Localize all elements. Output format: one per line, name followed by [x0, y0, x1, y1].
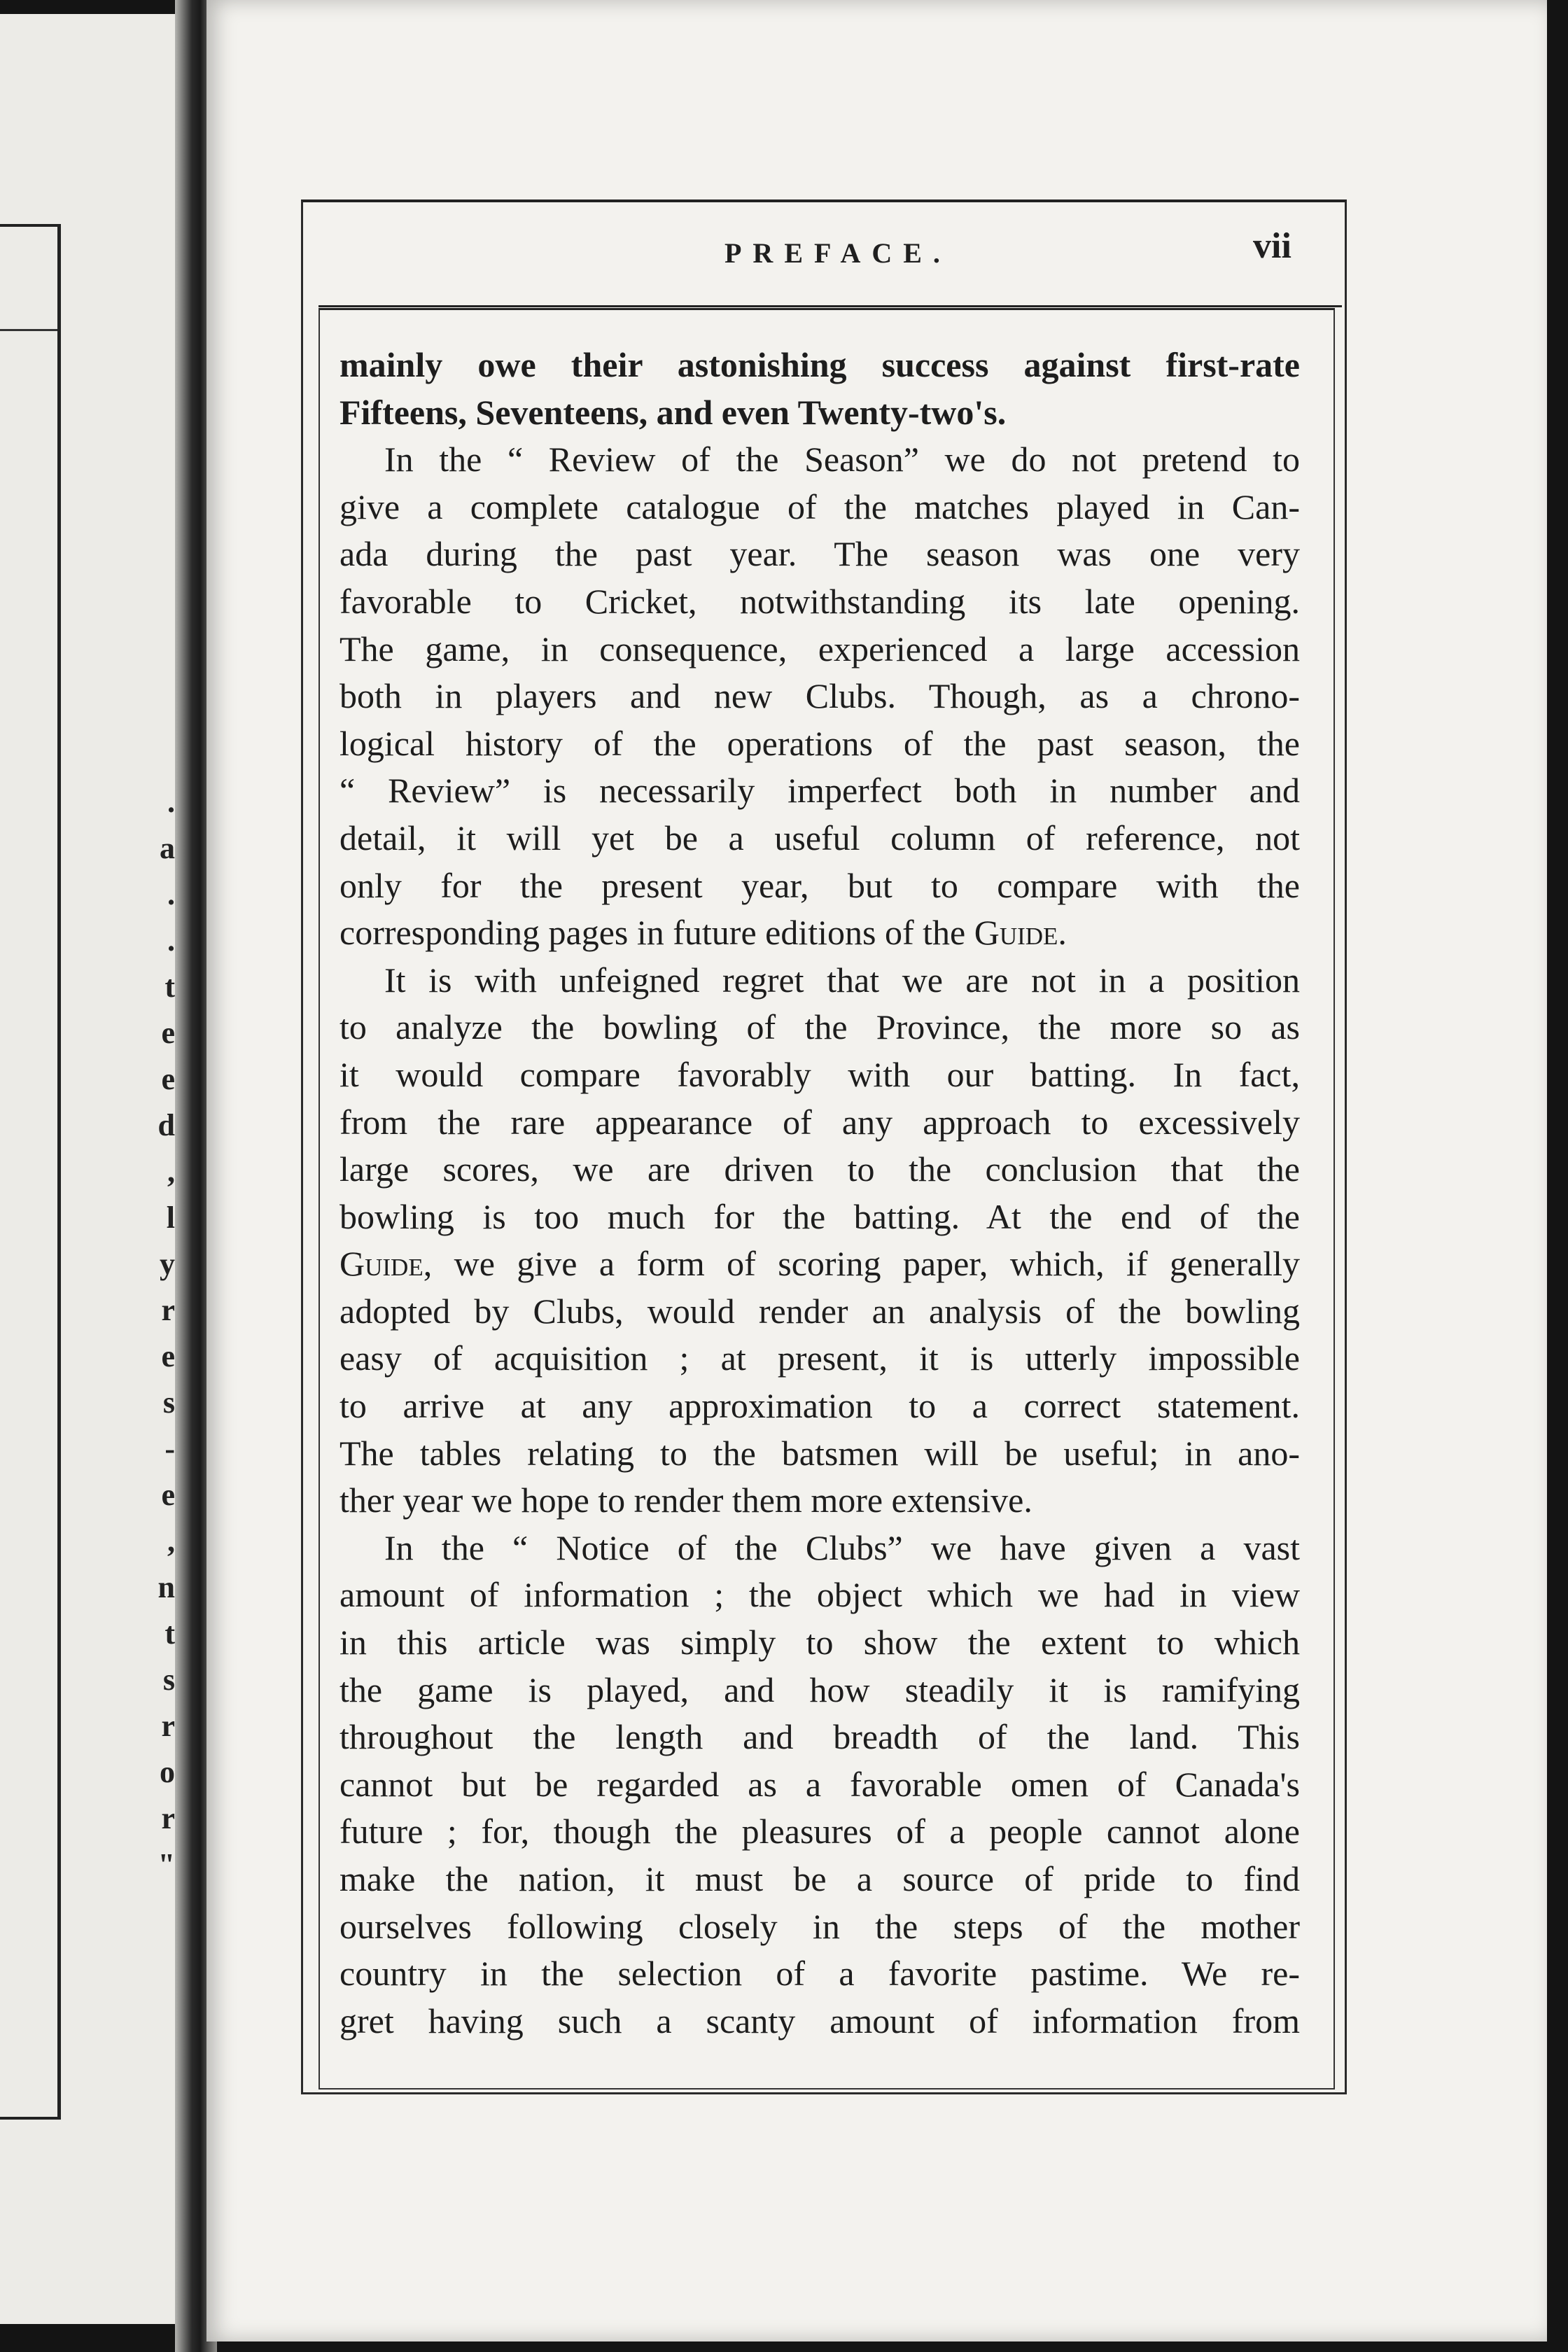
- left-page-glyph: e: [161, 1478, 175, 1512]
- text-line: It is with unfeigned regret that we are not in a position: [384, 960, 1300, 1000]
- left-page-glyph: s: [162, 1385, 175, 1420]
- text-line: country in the selection of a favorite pastime. We re-: [340, 1954, 1300, 1994]
- left-page-glyph: ,: [167, 1524, 175, 1558]
- text-line: The tables relating to the batsmen will be useful; in ano-: [340, 1433, 1300, 1473]
- paragraph: [340, 957, 1300, 1525]
- left-page-glyph: e: [161, 1339, 175, 1373]
- text-line: future ; for, though the pleasures of a people cannot alone: [340, 1812, 1300, 1851]
- left-page-glyph: s: [162, 1662, 175, 1697]
- left-page-glyph: ": [158, 1847, 175, 1882]
- text-line: give a complete catalogue of the matches played in Can-: [340, 486, 1300, 526]
- text-line: in this article was simply to show the extent to which: [340, 1623, 1300, 1662]
- left-page-glyph: r: [161, 1801, 175, 1835]
- text-line: large scores, we are driven to the conclusion that the: [340, 1149, 1300, 1189]
- paragraph: [340, 436, 1300, 957]
- left-page-glyph: y: [160, 1247, 175, 1281]
- text-line: adopted by Clubs, would render an analysis of the bowling: [340, 1291, 1300, 1331]
- text-line: In the “ Notice of the Clubs” we have given a vast: [384, 1527, 1300, 1567]
- text-line: Fifteens, Seventeens, and even Twenty-two's.: [340, 392, 1007, 432]
- text-line: only for the present year, but to compare with the: [340, 865, 1300, 905]
- text-line: corresponding pages in future editions of the Guide.: [340, 913, 1067, 953]
- text-line: make the nation, it must be a source of pride to find: [340, 1859, 1300, 1898]
- left-page-fragment: [0, 14, 182, 2324]
- left-page-border: [0, 224, 61, 2120]
- left-page-glyph: o: [160, 1755, 175, 1789]
- text-line: The game, in consequence, experienced a large accession: [340, 629, 1300, 668]
- left-page-glyph: ,: [167, 1154, 175, 1189]
- text-line: logical history of the operations of the past season, the: [340, 723, 1300, 763]
- left-page-glyph: t: [164, 969, 175, 1004]
- body-text: [340, 342, 1300, 2045]
- text-line: bowling is too much for the batting. At the end of the: [340, 1196, 1300, 1236]
- left-page-glyph: t: [164, 1616, 175, 1651]
- left-page-glyph: a: [160, 831, 175, 865]
- text-line: it would compare favorably with our batting. In fact,: [340, 1054, 1300, 1094]
- text-line: from the rare appearance of any approach to excessively: [340, 1102, 1300, 1142]
- text-line: to arrive at any approximation to a correct statement.: [340, 1386, 1300, 1426]
- left-page-glyph: .: [167, 877, 175, 911]
- left-page-glyph: r: [161, 1293, 175, 1327]
- left-page-glyph: -: [164, 1432, 175, 1466]
- text-line: the game is played, and how steadily it is ramifying: [340, 1670, 1300, 1709]
- left-page-glyph: n: [158, 1570, 175, 1604]
- text-line: throughout the length and breadth of the land. This: [340, 1717, 1300, 1757]
- running-head: PREFACE.: [724, 237, 951, 269]
- text-line: easy of acquisition ; at present, it is utterly impossible: [340, 1338, 1300, 1378]
- text-line: both in players and new Clubs. Though, as a chrono-: [340, 676, 1300, 716]
- header-rule: [318, 305, 1342, 307]
- left-page-glyph: .: [167, 923, 175, 958]
- text-line: ourselves following closely in the steps of the mother: [340, 1906, 1300, 1946]
- text-line: detail, it will yet be a useful column of reference, not: [340, 818, 1300, 858]
- text-line: amount of information ; the object which we had in view: [340, 1575, 1300, 1615]
- text-line: gret having such a scanty amount of information from: [340, 2001, 1300, 2040]
- left-page-glyph: r: [161, 1709, 175, 1743]
- left-page-glyph: l: [166, 1200, 175, 1235]
- left-page-glyph: .: [167, 785, 175, 819]
- text-line: to analyze the bowling of the Province, the more so as: [340, 1007, 1300, 1047]
- page-number: vii: [1253, 226, 1292, 266]
- text-line: cannot but be regarded as a favorable omen of Canada's: [340, 1764, 1300, 1804]
- paragraph: [340, 342, 1300, 436]
- text-line: ada during the past year. The season was one very: [340, 534, 1300, 574]
- text-line: “ Review” is necessarily imperfect both in number and: [340, 771, 1300, 811]
- text-line: Guide, we give a form of scoring paper, which, if generally: [340, 1244, 1300, 1284]
- left-page-glyph: e: [161, 1062, 175, 1096]
- left-page-glyph: d: [158, 1108, 175, 1142]
- text-line: favorable to Cricket, notwithstanding its late opening.: [340, 581, 1300, 621]
- text-line: In the “ Review of the Season” we do not pretend to: [384, 440, 1300, 479]
- page: [206, 0, 1547, 2342]
- paragraph: [340, 1525, 1300, 2045]
- text-line: ther year we hope to render them more extensive.: [340, 1480, 1032, 1520]
- text-line: mainly owe their astonishing success against first-rate: [340, 345, 1300, 384]
- left-page-glyph: e: [161, 1016, 175, 1050]
- left-page-header-rule: [0, 329, 57, 331]
